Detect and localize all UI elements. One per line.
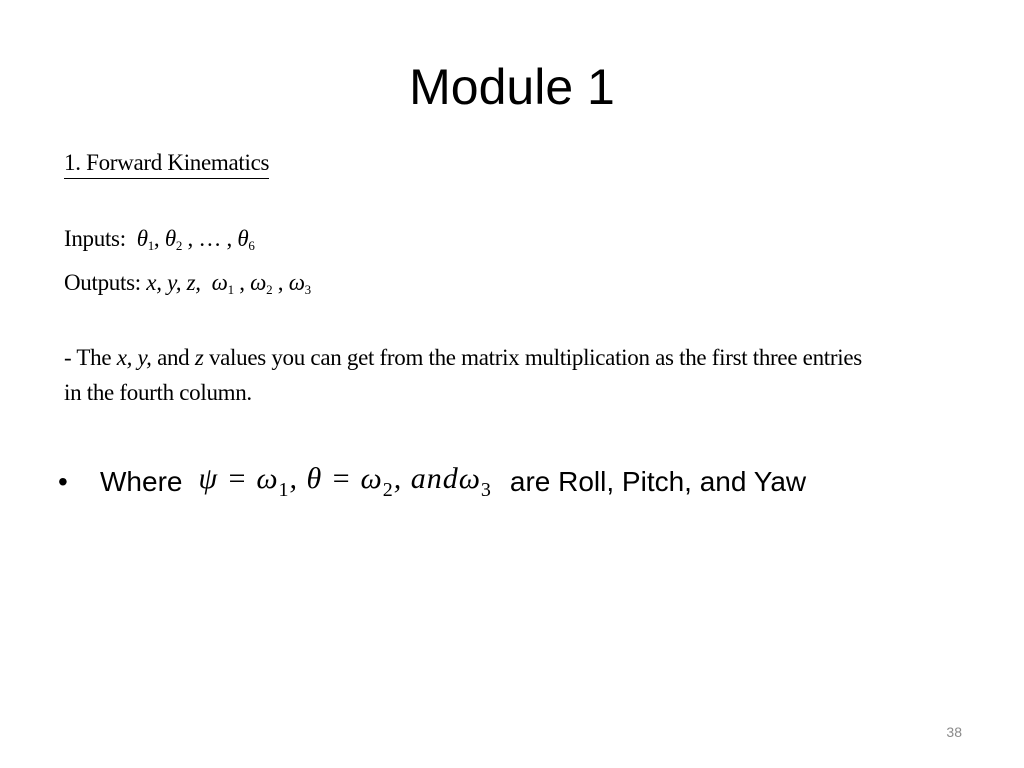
- note-rest: values you can get from the matrix multiplication as the first three entries: [208, 345, 862, 370]
- section-heading: 1. Forward Kinematics: [64, 150, 269, 179]
- bullet-dot: •: [58, 466, 68, 497]
- outputs-xyz: x, y, z,: [146, 270, 201, 295]
- outputs-line: [64, 270, 311, 298]
- bullet-text-after: are Roll, Pitch, and Yaw: [509, 466, 807, 497]
- inputs-line: [64, 226, 255, 254]
- inputs-label: Inputs:: [64, 226, 126, 251]
- page-number: 38: [946, 724, 962, 740]
- bullet-item: [58, 462, 806, 502]
- roll-pitch-yaw-formula: $\psi = \omega_1$, $\theta = \omega_2$, andω$_3$: [198, 462, 492, 501]
- page-title: Module 1: [409, 59, 615, 115]
- outputs-label: Outputs:: [64, 270, 141, 295]
- note-and: and: [157, 345, 190, 370]
- note-z: z: [194, 345, 204, 370]
- outputs-formula: $\omega_1$ , $\omega_2$ , $\omega_3$: [211, 270, 311, 297]
- note-prefix: - The: [64, 345, 112, 370]
- note-vars: x, y,: [116, 345, 152, 370]
- inputs-formula: $\theta_1$, $\theta_2$ , … , $\theta_6$: [136, 226, 255, 253]
- note-line-2: in the fourth column.: [64, 380, 252, 405]
- note-line-1: [64, 345, 862, 371]
- bullet-text-before: Where: [100, 466, 183, 497]
